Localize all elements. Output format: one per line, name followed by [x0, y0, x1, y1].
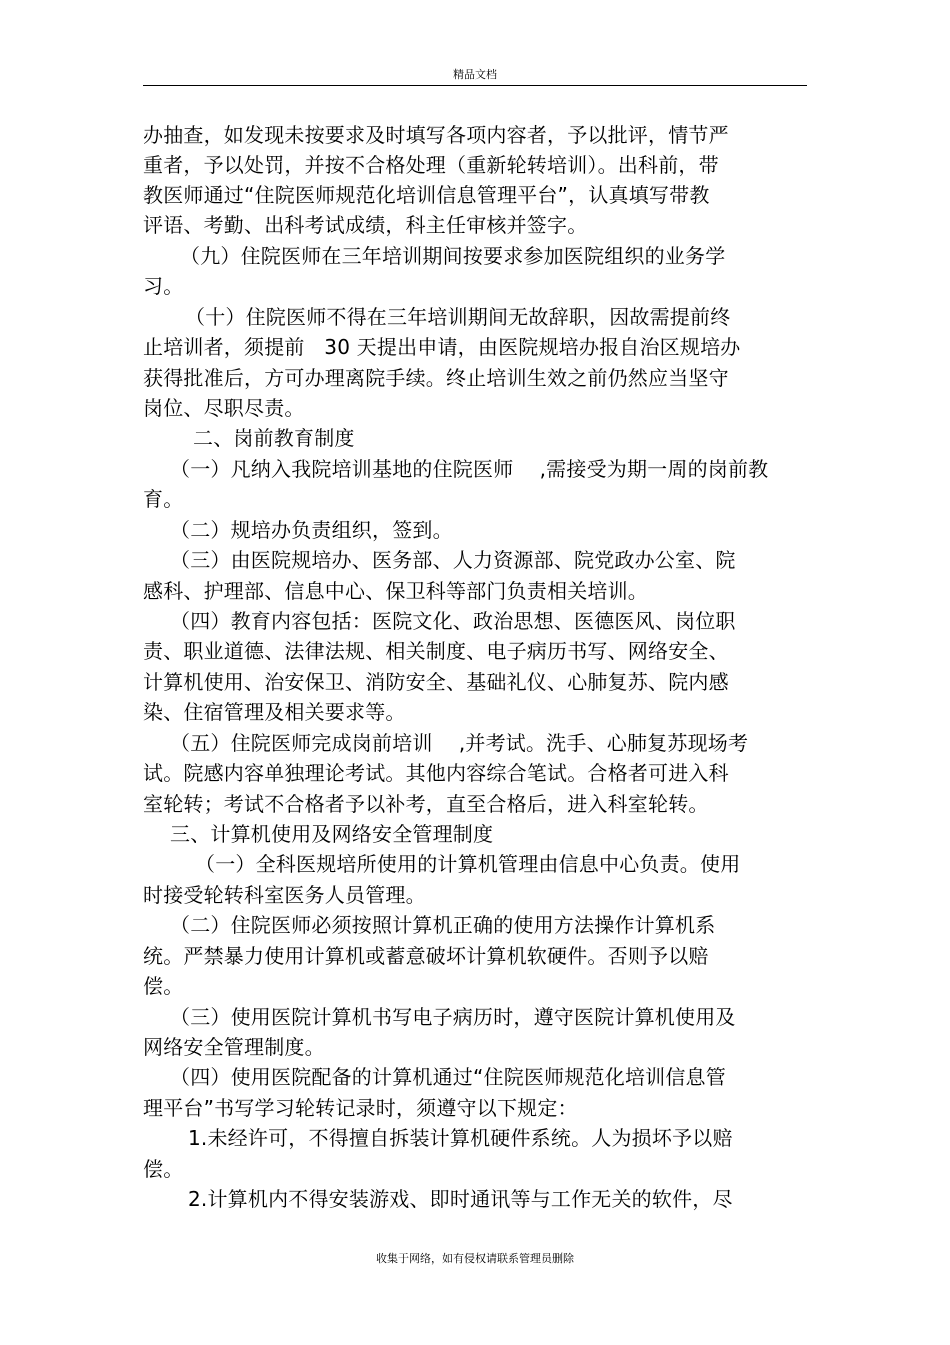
text-line: 偿。	[143, 1157, 184, 1181]
page-footer: 收集于网络，如有侵权请联系管理员删除	[376, 1252, 574, 1265]
text-line: 计算机使用、治安保卫、消防安全、基础礼仪、心肺复苏、院内感	[143, 670, 729, 694]
text-line: （二）住院医师必须按照计算机正确的使用方法操作计算机系	[170, 913, 716, 937]
text-line: 统。严禁暴力使用计算机或蓄意破坏计算机软硬件。否则予以赔	[143, 944, 709, 968]
text-line: （三）由医院规培办、医务部、人力资源部、院党政办公室、院	[170, 548, 736, 572]
text-line: （十）住院医师不得在三年培训期间无故辞职，因故需提前终	[185, 305, 731, 329]
text-line: 试。院感内容单独理论考试。其他内容综合笔试。合格者可进入科	[143, 761, 729, 785]
text-line: （五）住院医师完成岗前培训 ,并考试。洗手、心肺复苏现场考	[170, 731, 749, 755]
text-line: （三）使用医院计算机书写电子病历时，遵守医院计算机使用及	[170, 1005, 736, 1029]
header-rule	[143, 85, 807, 86]
section-heading: 二、岗前教育制度	[193, 426, 355, 450]
text-line: 偿。	[143, 974, 184, 998]
text-line: （一）凡纳入我院培训基地的住院医师 ,需接受为期一周的岗前教	[170, 457, 769, 481]
text-line: 时接受轮转科室医务人员管理。	[143, 883, 426, 907]
text-line: 育。	[143, 487, 184, 511]
section-heading: 三、计算机使用及网络安全管理制度	[170, 822, 494, 846]
text-line: 2.计算机内不得安装游戏、即时通讯等与工作无关的软件，尽	[188, 1187, 733, 1211]
page-header: 精品文档	[453, 68, 497, 81]
text-line: 评语、考勤、出科考试成绩，科主任审核并签字。	[143, 213, 588, 237]
text-line: 教医师通过“住院医师规范化培训信息管理平台”，认真填写带教	[143, 183, 710, 207]
text-line: 止培训者，须提前 30 天提出申请，由医院规培办报自治区规培办	[143, 335, 741, 359]
text-line: 重者，予以处罚，并按不合格处理（重新轮转培训）。出科前，带	[143, 153, 719, 177]
text-line: 获得批准后，方可办理离院手续。终止培训生效之前仍然应当坚守	[143, 366, 729, 390]
text-line: 习。	[143, 274, 184, 298]
text-line: 染、住宿管理及相关要求等。	[143, 700, 406, 724]
text-line: 网络安全管理制度。	[143, 1035, 325, 1059]
text-line: 1.未经许可，不得擅自拆装计算机硬件系统。人为损坏予以赔	[188, 1126, 733, 1150]
text-line: （九）住院医师在三年培训期间按要求参加医院组织的业务学	[180, 244, 726, 268]
text-line: 感科、护理部、信息中心、保卫科等部门负责相关培训。	[143, 579, 648, 603]
text-line: （一）全科医规培所使用的计算机管理由信息中心负责。使用	[195, 852, 741, 876]
text-line: 责、职业道德、法律法规、相关制度、电子病历书写、网络安全、	[143, 639, 729, 663]
text-line: （二）规培办负责组织，签到。	[170, 518, 453, 542]
text-line: 室轮转；考试不合格者予以补考，直至合格后，进入科室轮转。	[143, 792, 709, 816]
text-line: （四）使用医院配备的计算机通过“住院医师规范化培训信息管	[170, 1065, 726, 1089]
text-line: 理平台”书写学习轮转记录时，须遵守以下规定：	[143, 1096, 578, 1120]
text-line: 办抽查，如发现未按要求及时填写各项内容者，予以批评，情节严	[143, 123, 729, 147]
text-line: 岗位、尽职尽责。	[143, 396, 305, 420]
text-line: （四）教育内容包括：医院文化、政治思想、医德医风、岗位职	[170, 609, 736, 633]
